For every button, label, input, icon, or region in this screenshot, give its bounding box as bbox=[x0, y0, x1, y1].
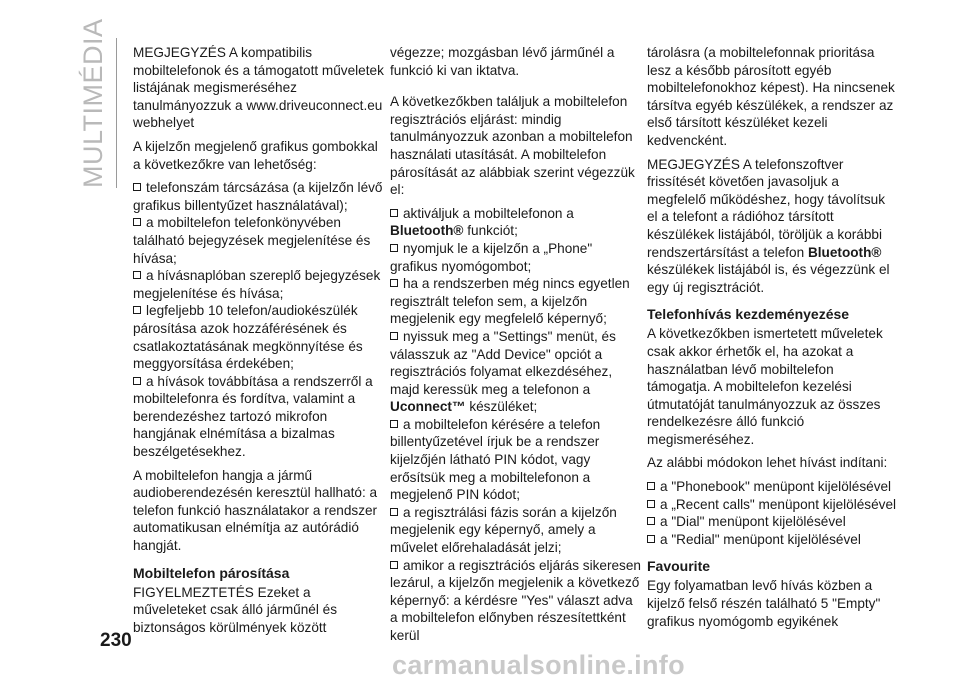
paragraph-favourite: Egy folyamatban levő hívás közben a kijelző felső részén található 5 "Empty" grafikus nyomógomb egyikének bbox=[647, 578, 881, 629]
list-item: a "Dial" menüpont kijelölésével bbox=[647, 513, 899, 531]
section-title: MULTIMÉDIA bbox=[78, 18, 108, 188]
list-item: a hívásnaplóban szereplő bejegyzések megjelenítése és hívása; bbox=[133, 268, 381, 301]
list-item: a mobiltelefon kérésére a telefon billentyűzetével írjuk be a rendszer kijelzőjén látható PIN kódot, vagy erősítsük meg a mobiltelefonon a megjelenő PIN kódot; bbox=[390, 416, 601, 503]
section-divider bbox=[116, 38, 117, 188]
list-item: legfeljebb 10 telefon/audiokészülék párosítása azok hozzáférésének és csatlakoztatásának megkönnyítése és meggyorsítása érdekében; bbox=[133, 303, 363, 372]
list-item: aktiváljuk a mobiltelefonon a Bluetooth® funkciót; bbox=[390, 205, 574, 239]
column-2 bbox=[390, 44, 642, 645]
paragraph-audio: A mobiltelefon hangja a jármű audioberendezésén keresztül hallható: a telefon funkció használatakor a rendszer automatikusan elnémítja az autórádió hangját. bbox=[133, 467, 378, 554]
list-item: a mobiltelefon telefonkönyvében található bejegyzések megjelenítése és hívása; bbox=[133, 215, 371, 266]
checkbox-bullet-icon bbox=[133, 306, 141, 314]
checkbox-bullet-icon bbox=[133, 377, 141, 385]
checkbox-bullet-icon bbox=[647, 500, 655, 508]
heading-pairing: Mobiltelefon párosítása bbox=[133, 564, 290, 581]
column-1 bbox=[133, 44, 385, 636]
heading-favourite: Favourite bbox=[647, 558, 711, 575]
list-item: nyissuk meg a "Settings" menüt, és válasszuk az "Add Device" opciót a regisztrációs folyamat elkezdéséhez, majd keressük meg a telefonon a Uconnect™ készüléket; bbox=[390, 328, 616, 415]
checkbox-bullet-icon bbox=[133, 271, 141, 279]
list-item: telefonszám tárcsázása (a kijelzőn lévő grafikus billentyűzet használatával); bbox=[133, 180, 383, 213]
checkbox-bullet-icon bbox=[390, 420, 398, 428]
checkbox-bullet-icon bbox=[133, 218, 141, 226]
checkbox-bullet-icon bbox=[647, 535, 655, 543]
checkbox-bullet-icon bbox=[390, 244, 398, 252]
checkbox-bullet-icon bbox=[390, 508, 398, 516]
paragraph-registration: A következőkben találjuk a mobiltelefon regisztrációs eljárást: mindig tanulmányozzuk azonban a mobiltelefon használati utasítását. A mobiltelefon párosítását az alábbiak szerint végezzük el: bbox=[390, 94, 635, 198]
list-item: a „Recent calls" menüpont kijelölésével bbox=[647, 496, 899, 514]
list-item: nyomjuk le a kijelzőn a „Phone" grafikus nyomógombot; bbox=[390, 240, 593, 274]
checkbox-bullet-icon bbox=[390, 561, 398, 569]
list-item: a regisztrálási fázis során a kijelzőn megjelenik egy képernyő, amely a művelet előrehaladását jelzi; bbox=[390, 504, 617, 556]
note-compatibility: MEGJEGYZÉS A kompatibilis mobiltelefonok és a támogatott műveletek listájának megismeréséhez tanulmányozzuk a www.driveuconnect.eu webhelyet bbox=[133, 45, 384, 131]
list-item: ha a rendszerben még nincs egyetlen regisztrált telefon sem, a kijelzőn megjelenik egy megfelelő képernyő; bbox=[390, 276, 630, 327]
watermark: carmanualsonline.info bbox=[392, 650, 685, 680]
heading-calling: Telefonhívás kezdeményezése bbox=[647, 306, 850, 323]
paragraph-continued: végezze; mozgásban lévő járműnél a funkció ki van iktatva. bbox=[390, 45, 615, 78]
checkbox-bullet-icon bbox=[647, 517, 655, 525]
paragraph-call-methods: Az alábbi módokon lehet hívást indítani: bbox=[647, 455, 888, 471]
column-3 bbox=[647, 44, 899, 630]
checkbox-bullet-icon bbox=[390, 209, 398, 217]
paragraph-buttons-intro: A kijelzőn megjelenő grafikus gombokkal a következőkre van lehetőség: bbox=[133, 138, 378, 172]
section-tab bbox=[76, 18, 122, 188]
list-item: a hívások továbbítása a rendszerről a mobiltelefonra és fordítva, valamint a berendezéshez tartozó mikrofon hangjának elnémítása a bizalmas beszélgetésekhez. bbox=[133, 373, 373, 460]
paragraph-calling: A következőkben ismertetett műveletek csak akkor érhetők el, ha azokat a használatban lévő mobiltelefon támogatja. A mobiltelefon kezelési útmutatóját tanulmányozzuk az összes rendelkezésre álló funkció megismeréséhez. bbox=[647, 326, 883, 447]
checkbox-bullet-icon bbox=[133, 183, 141, 191]
warning-text: FIGYELMEZTETÉS Ezeket a műveleteket csak álló járműnél és biztonságos körülmények között bbox=[133, 584, 337, 635]
list-item: amikor a regisztrációs eljárás sikeresen lezárul, a kijelzőn megjelenik a következő képernyő: a kérdésre "Yes" választ adva a mobiltelefon előnyben részesítettként kerül bbox=[390, 557, 641, 643]
checkbox-bullet-icon bbox=[647, 482, 655, 490]
checkbox-bullet-icon bbox=[390, 279, 398, 287]
paragraph-continued: tárolásra (a mobiltelefonnak prioritása lesz a később párosított egyéb mobiltelefonokhoz képest). Ha nincsenek társítva egyéb készülékek, a rendszer az első társított készüléket kezeli kedvencként. bbox=[647, 45, 895, 148]
page-number: 230 bbox=[100, 630, 132, 651]
checkbox-bullet-icon bbox=[390, 332, 398, 340]
note-software-update: MEGJEGYZÉS A telefonszoftver frissítését követően javasoljuk a megfelelő működéshez, hogy távolítsuk el a telefont a rádióhoz társított készülékek listájából, töröljük a korábbi rendszertársítást a telefon Bluetooth® készülékek listájából is, és végezzünk el egy új regisztrációt. bbox=[647, 156, 890, 295]
list-item: a "Redial" menüpont kijelölésével bbox=[647, 531, 899, 549]
list-item: a "Phonebook" menüpont kijelölésével bbox=[647, 478, 899, 496]
